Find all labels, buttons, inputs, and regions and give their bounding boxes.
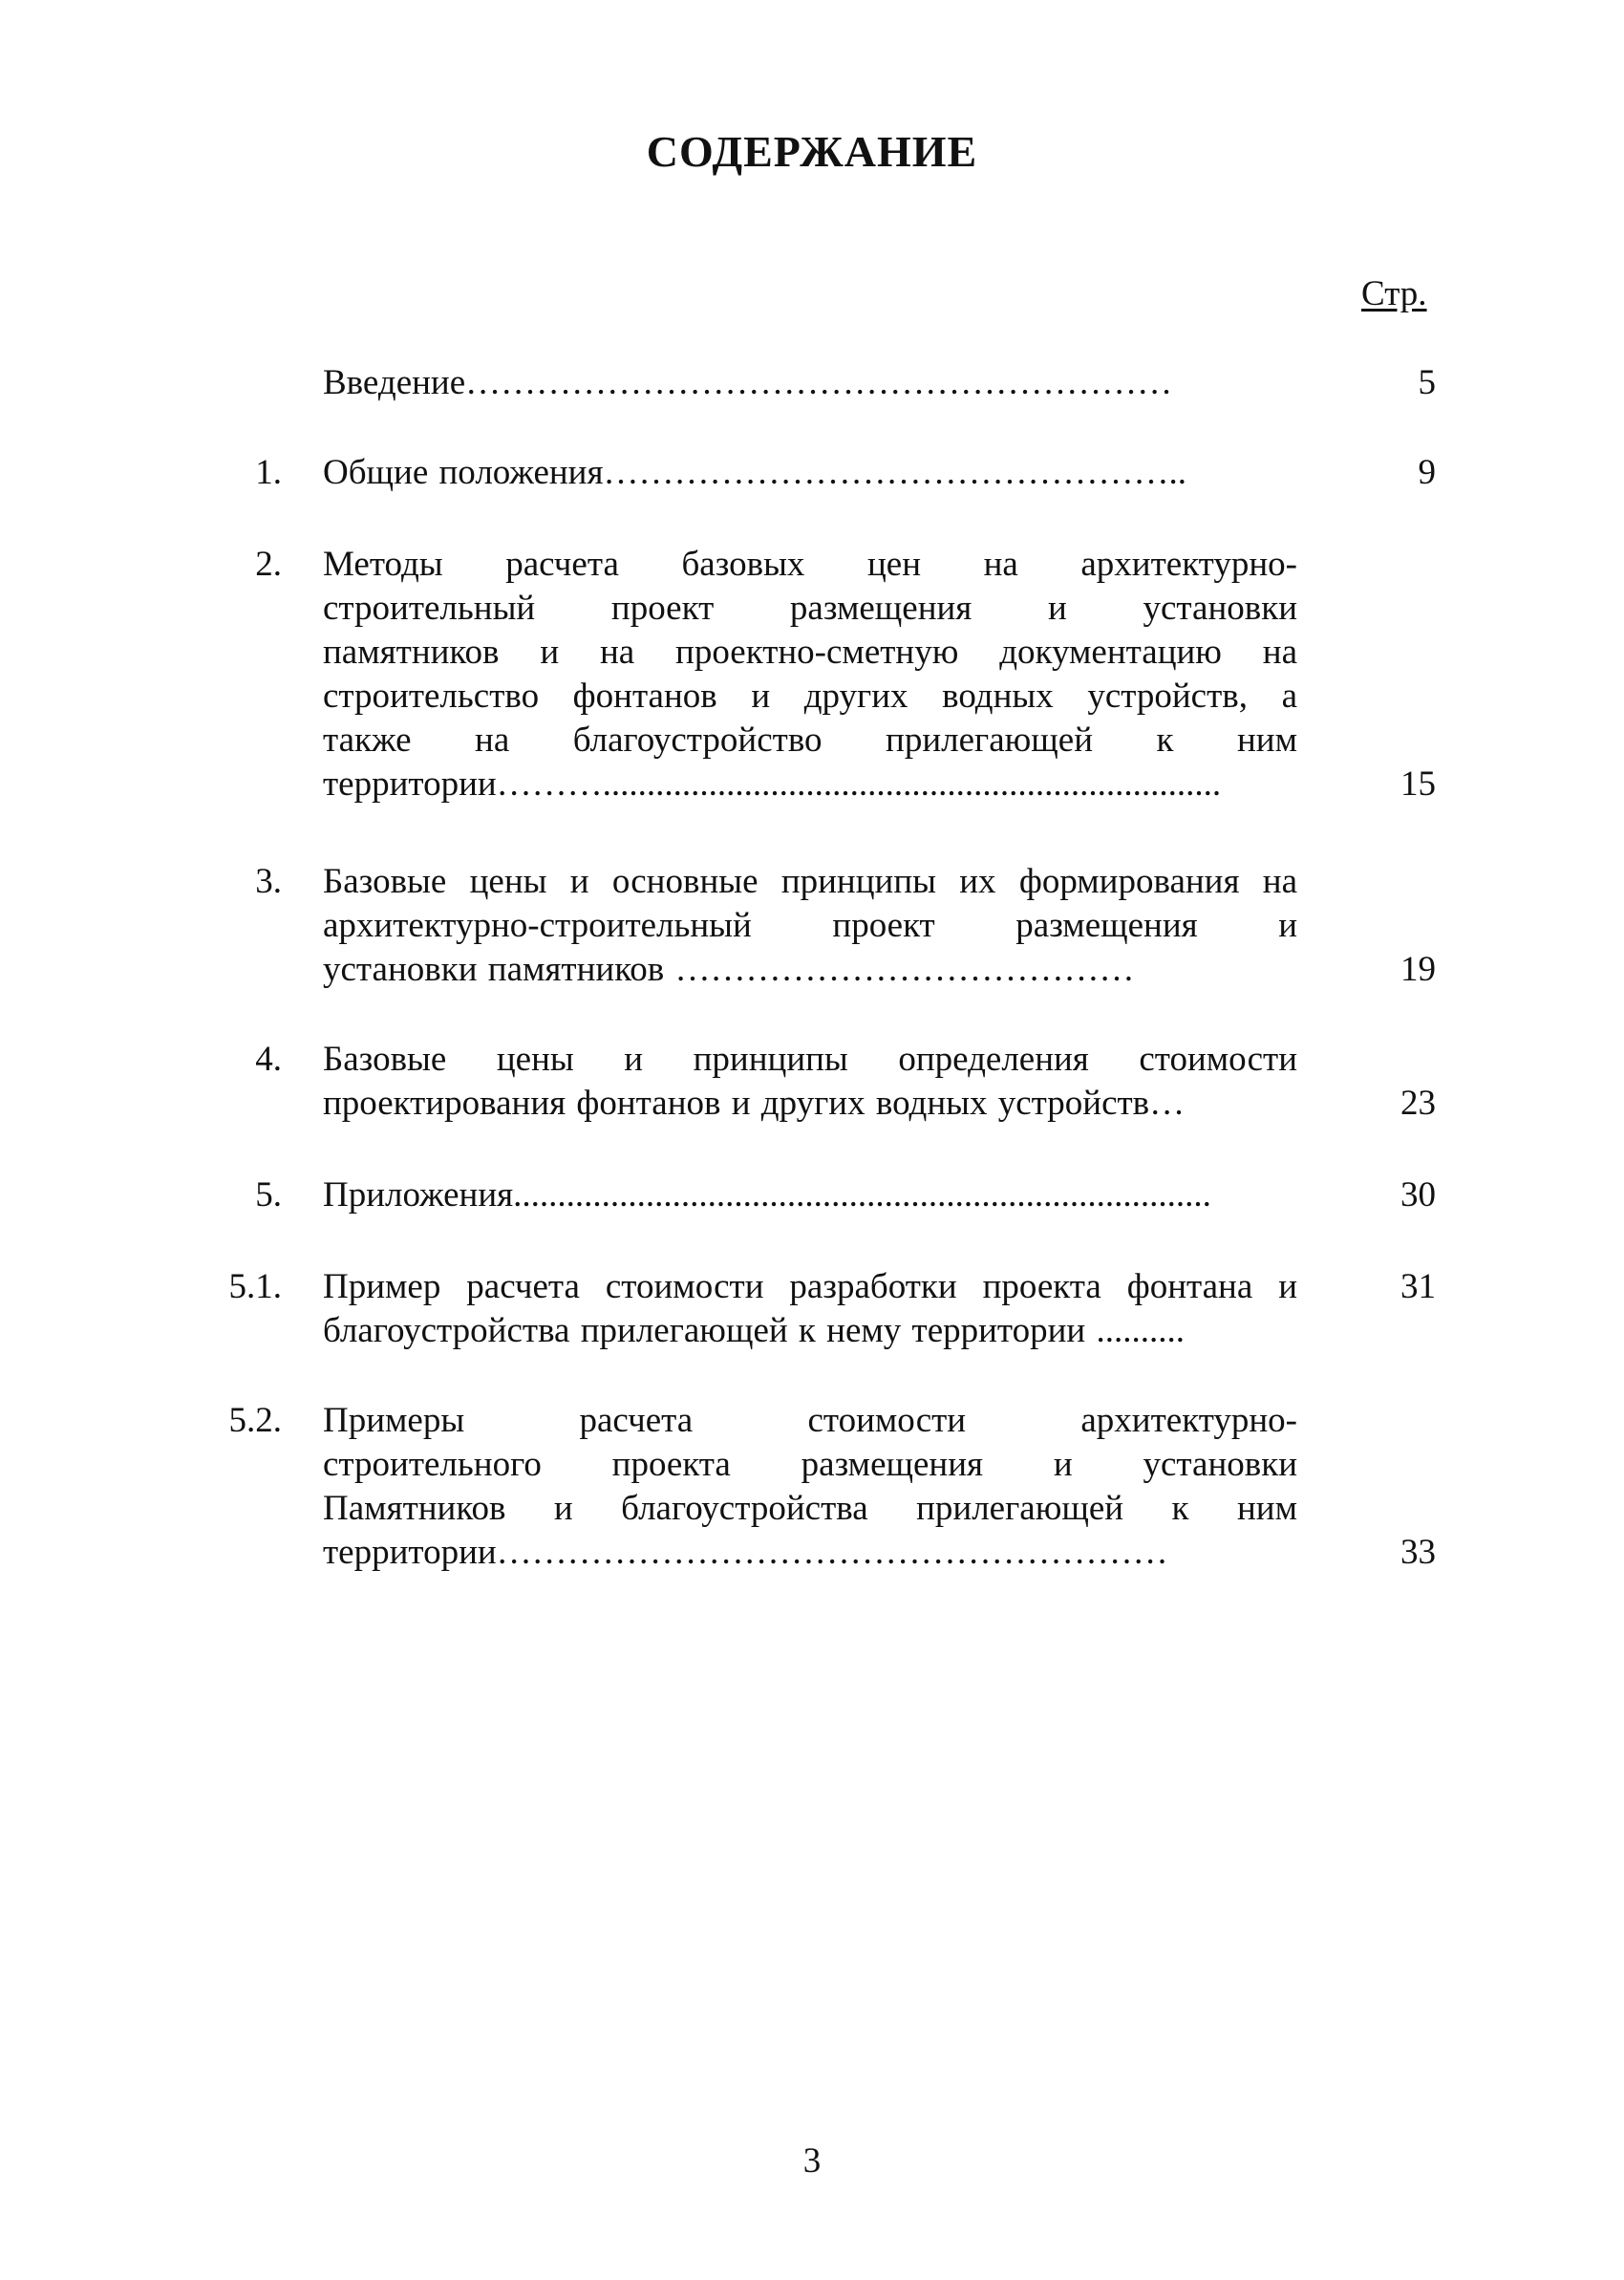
toc-entry-title xyxy=(323,361,1297,405)
toc-entry-number: 5.1. xyxy=(228,1267,282,1306)
toc-entry-line: благоустройства прилегающей к нему территории .......... xyxy=(323,1311,1185,1350)
toc-entry-title xyxy=(323,1038,1297,1126)
toc-entry-line: строительство фонтанов и других водных устройств, а xyxy=(323,677,1297,716)
toc-entry-line: Введение…………………………………………………… xyxy=(323,363,1173,402)
toc-entry-line: памятников и на проектно-сметную документацию на xyxy=(323,633,1297,672)
toc-entry-page: 9 xyxy=(1418,453,1436,492)
page-column-header: Стр. xyxy=(1361,274,1427,313)
toc-entry-title xyxy=(323,451,1297,495)
document-title: СОДЕРЖАНИЕ xyxy=(646,127,978,176)
toc-entry-title xyxy=(323,860,1297,992)
page-number: 3 xyxy=(802,2141,822,2181)
toc-entry-line: Методы расчета базовых цен на архитектурно- xyxy=(323,545,1297,584)
toc-entry-page: 33 xyxy=(1400,1533,1436,1572)
toc-entry-page: 19 xyxy=(1400,950,1436,989)
toc-entry-title xyxy=(323,1399,1297,1575)
toc-entry-page: 31 xyxy=(1400,1267,1436,1306)
toc-entry-line: Базовые цены и основные принципы их формирования на xyxy=(323,862,1297,901)
toc-entry-number: 5. xyxy=(255,1175,282,1215)
toc-entry-page: 5 xyxy=(1418,363,1436,402)
toc-entry-number: 3. xyxy=(255,862,282,901)
toc-entry-page: 15 xyxy=(1400,764,1436,804)
toc-entry-title xyxy=(323,1265,1297,1353)
toc-entry-line: строительный проект размещения и установки xyxy=(323,589,1297,628)
toc-entry-number: 5.2. xyxy=(228,1401,282,1440)
toc-entry-line: Памятников и благоустройства прилегающей к ним xyxy=(323,1489,1297,1528)
toc-entry-line: архитектурно-строительный проект размещения и xyxy=(323,906,1297,945)
toc-entry-title xyxy=(323,543,1297,807)
toc-entry-line: Приложения............................................................................... xyxy=(323,1175,1211,1215)
toc-entry-number: 2. xyxy=(255,545,282,584)
toc-entry-line: Базовые цены и принципы определения стоимости xyxy=(323,1040,1297,1079)
toc-entry-number: 1. xyxy=(255,453,282,492)
toc-entry-line: Пример расчета стоимости разработки проекта фонтана и xyxy=(323,1267,1297,1306)
toc-entry-line: Общие положения………………………………………….. xyxy=(323,453,1186,492)
toc-entry-line: территории………...................................................................... xyxy=(323,764,1222,804)
toc-entry-line: проектирования фонтанов и других водных устройств… xyxy=(323,1084,1186,1123)
toc-entry-title xyxy=(323,1173,1297,1217)
toc-entry-line: строительного проекта размещения и установки xyxy=(323,1445,1297,1484)
toc-entry-line: территории………………………………………………… xyxy=(323,1533,1168,1572)
toc-entry-page: 23 xyxy=(1400,1084,1436,1123)
toc-entry-page: 30 xyxy=(1400,1175,1436,1215)
toc-entry-line: также на благоустройство прилегающей к ним xyxy=(323,721,1297,760)
toc-entry-line: Примеры расчета стоимости архитектурно- xyxy=(323,1401,1297,1440)
toc-entry-number: 4. xyxy=(255,1040,282,1079)
toc-entry-line: установки памятников ………………………………… xyxy=(323,950,1135,989)
